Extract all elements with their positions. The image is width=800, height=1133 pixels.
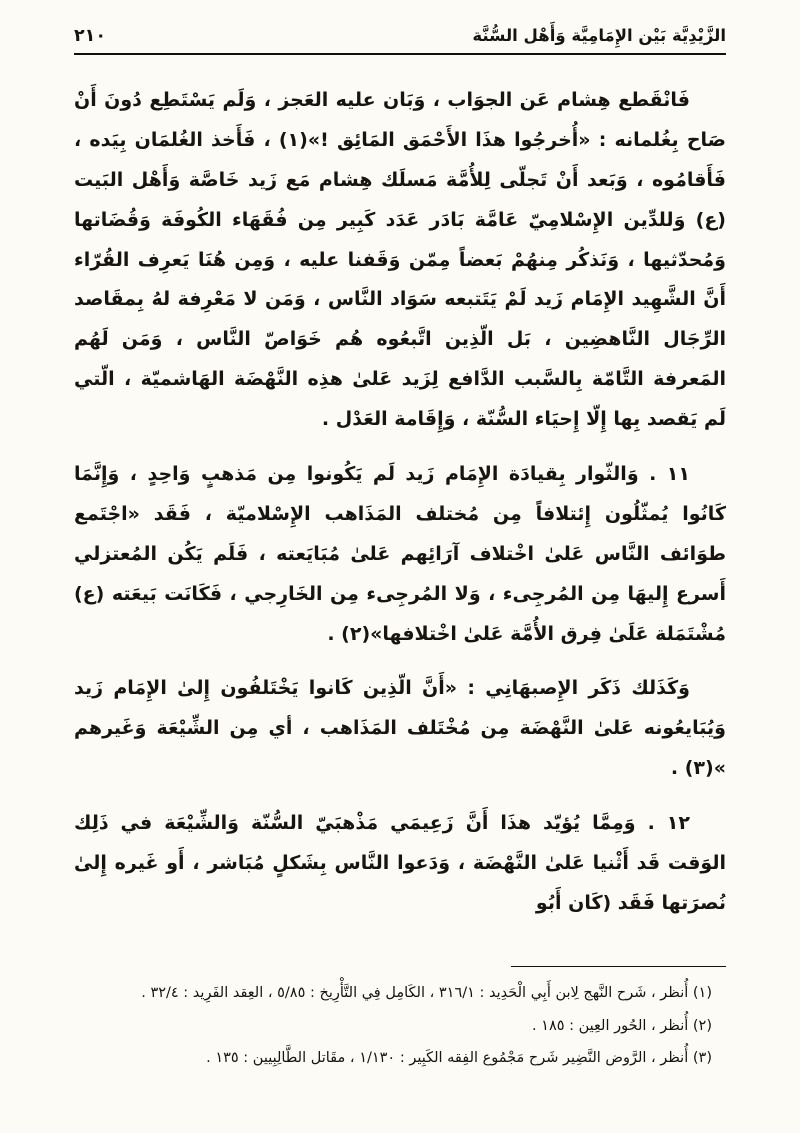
body-paragraph-2: ١١ . وَالثّوار بِقيادَة الإِمَام زَيد لَم يَكُونوا مِن مَذهبٍ وَاحِدٍ ، وَإِنَّمَا كَانُوا يُمثّلُون إِئتلافاً مِن مُختلف المَذَاهب الإِسْلاميّة ، فَقَد «اجْتَمع طوَائف النَّاس عَلىٰ اخْتلاف آرَائِهم عَلىٰ مُبَايَعته ، فَلَم يَكُن المُعتزلي أَسرع إِليهَا مِن المُرجِىء ، وَلا المُرجِىء مِن الخَارِجي ، فَكَانَت بَيعَته (ع) مُشْتَمَلة عَلَىٰ فِرق الأُمَّة عَلىٰ اخْتلافها»(٢) . xyxy=(74,463,726,645)
body-paragraph-3: وَكَذَلك ذَكَر الإِصبهَانِي : «أَنَّ الّذِين كَانوا يَخْتَلفُون إِلىٰ الإِمَام زَيد وَيُبَايعُونه عَلىٰ النَّهْضَة مِن مُخْتَلف المَذَاهب ، أي مِن الشِّيْعَة وَغَيرهم »(٣) . xyxy=(74,677,726,780)
book-title: الزَّيْدِيَّة بَيْن الإِمَامِيَّة وَأَهْل السُّنَّة xyxy=(472,26,726,45)
page-number: ٢١٠ xyxy=(74,26,107,46)
body-text xyxy=(74,55,726,924)
page-header xyxy=(74,26,726,46)
body-paragraph-4: ١٢ . وَمِمَّا يُؤيّد هذَا أَنَّ زَعِيمَي مَذْهبَيّ السُّنّة وَالشِّيْعَة في ذَلِك الوَقت قَد أَثْنيا عَلىٰ النَّهْضَة ، وَدَعوا النَّاس بِشَكلٍ مُبَاشر ، أَو غَيره إِلىٰ نُصرَتها فَقَد (كَان أَبُو xyxy=(74,812,726,914)
body-paragraph-1: فَانْقَطع هِشام عَن الجوَاب ، وَبَان عليه العَجز ، وَلَم يَسْتَطِع دُونَ أَنْ صَاح بِغُلمانه : «أُخرجُوا هذَا الأَحْمَق المَائِق !»(١) ، فَأَخذ الغُلمَان بِيَده ، فَأَقامُوه ، وَبَعد أَنْ تَجلّى لِلأُمَّة مَسلَك هِشام مَع زَيد خَاصَّة وَأَهْل البَيت (ع) وَللدِّين الإِسْلامِيّ عَامَّة بَادَر عَدَد كَبِير مِن فُقَهَاء الكُوفَة وَقُضَاتها وَمُحدّثيها ، وَنَذكُر مِنهُمْ بَعضاً مِمّن وَقَفنا عليه ، وَمِن هُنَا يَعرِف القُرّاء أَنَّ الشَّهِيد الإِمَام زَيد لَمْ يَتَتبعه سَوَاد النَّاس ، وَمَن لا مَعْرِفة لهُ بِمقَاصد الرِّجَال النَّاهضِين ، بَل الّذِين اتَّبعُوه هُم خَوَاصّ النَّاس ، وَمَن لَهُم المَعرفة التَّامّة بِالسَّبب الدَّافع لِزَيد عَلىٰ هذِه النَّهْضَة الهَاشميّة ، الّتي لَم يَقصد بِها إِلّا إِحيَاء السُّنّة ، وَإِقَامة العَدْل . xyxy=(74,89,726,431)
footnote-3: (٣) أُنظر ، الرَّوض النَّضِير شَرح مَجْمُوع الفِقه الكَبِير : ١/١٣٠ ، مقَاتل الطَّالِبِيين : ١٣٥ . xyxy=(206,1050,712,1067)
footnotes-section xyxy=(74,966,726,1075)
footnote-1: (١) أُنظر ، شَرح النَّهج لِابن أَبِي الْحَدِيد : ٣١٦/١ ، الكَامِل فِي التَّأْرِيخ : ٥/٨٥ ، العِقد الفَرِيد : ٣٢/٤ . xyxy=(141,985,712,1002)
footnote-divider xyxy=(511,966,726,967)
footnote-2: (٢) أُنظر ، الحُور العِين : ١٨٥ . xyxy=(531,1017,712,1034)
